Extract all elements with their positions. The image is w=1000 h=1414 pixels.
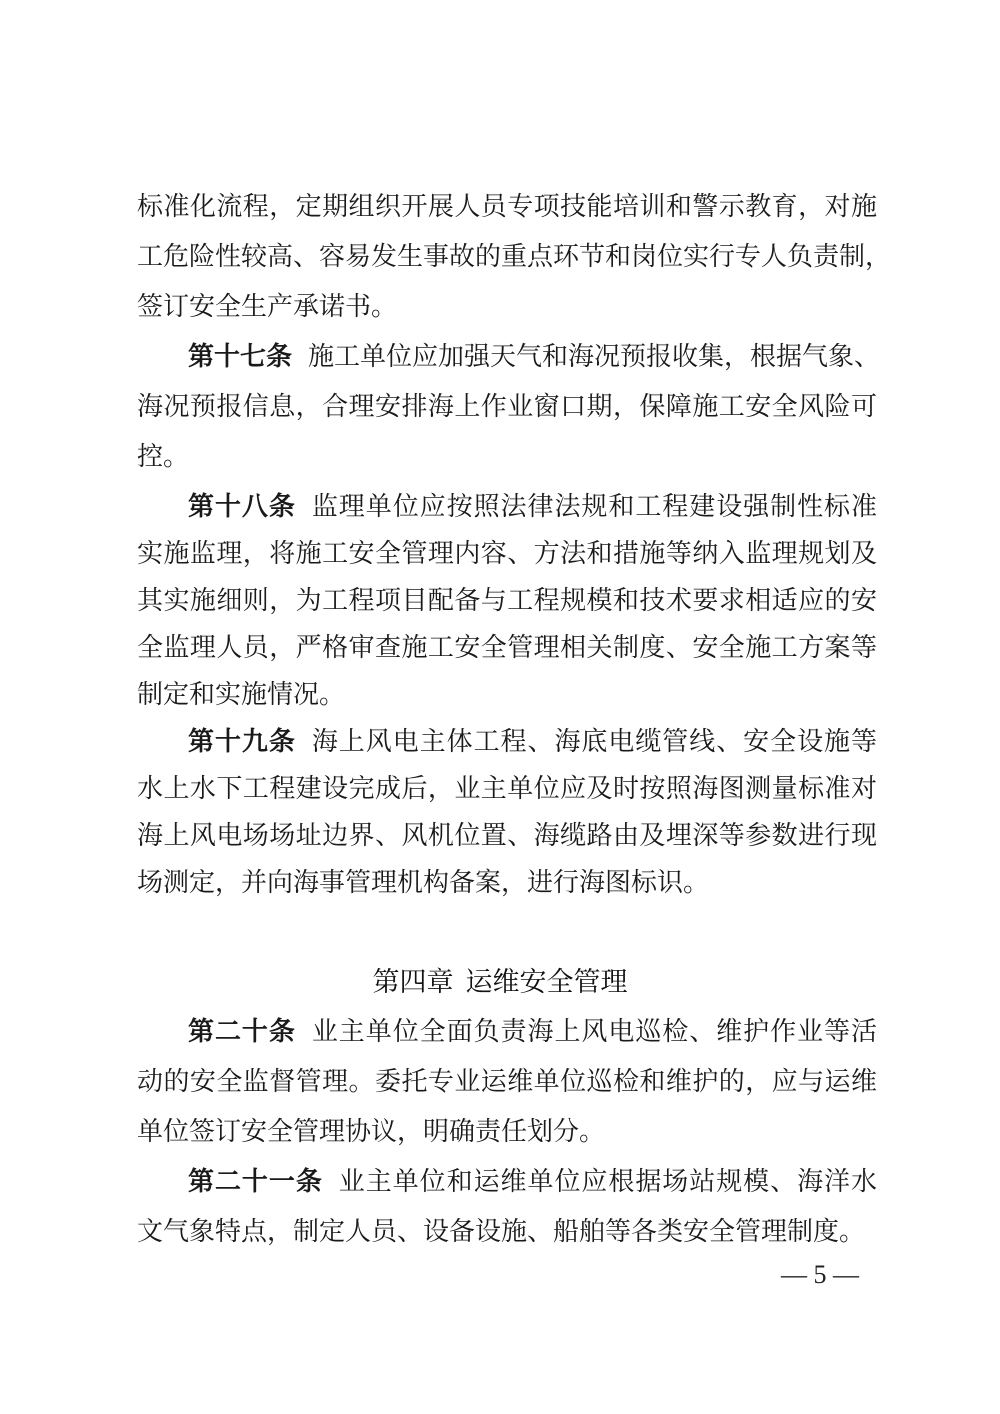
paragraph-line: 签订安全生产承诺书。 [137, 292, 398, 322]
article-18-first-line [188, 490, 877, 524]
paragraph-line: 全监理人员，严格审查施工安全管理相关制度、安全施工方案等 [137, 633, 877, 663]
article-18-text: 监理单位应按照法律法规和工程建设强制性标准 [311, 492, 877, 522]
paragraph-line: 场测定，并向海事管理机构备案，进行海图标识。 [137, 868, 710, 898]
article-20-first-line [188, 1015, 877, 1049]
page-number: — 5 — [781, 1260, 859, 1289]
article-21-first-line [188, 1165, 877, 1199]
article-21-label: 第二十一条 [188, 1167, 323, 1197]
article-17-label: 第十七条 [188, 342, 293, 372]
article-19-first-line [188, 725, 877, 759]
chapter-title: 运维安全管理 [465, 967, 628, 998]
article-20-label: 第二十条 [188, 1017, 296, 1047]
paragraph-line: 制定和实施情况。 [137, 680, 346, 710]
article-21-text: 业主单位和运维单位应根据场站规模、海洋水 [338, 1167, 877, 1197]
paragraph-line: 海况预报信息，合理安排海上作业窗口期，保障施工安全风险可 [137, 392, 877, 422]
paragraph-line: 标准化流程，定期组织开展人员专项技能培训和警示教育，对施 [137, 192, 877, 222]
paragraph-line: 工危险性较高、容易发生事故的重点环节和岗位实行专人负责制， [137, 242, 892, 272]
paragraph-line: 海上风电场场址边界、风机位置、海缆路由及埋深等参数进行现 [137, 821, 877, 851]
paragraph-line: 单位签订安全管理协议，明确责任划分。 [137, 1117, 606, 1147]
chapter-number: 第四章 [372, 967, 454, 998]
paragraph-line: 其实施细则，为工程项目配备与工程规模和技术要求相适应的安 [137, 586, 877, 616]
article-19-label: 第十九条 [188, 727, 296, 757]
paragraph-line: 水上水下工程建设完成后，业主单位应及时按照海图测量标准对 [137, 774, 877, 804]
paragraph-line: 控。 [137, 442, 190, 472]
article-17-text: 施工单位应加强天气和海况预报收集，根据气象、 [308, 342, 881, 372]
chapter-heading [0, 965, 1000, 1001]
article-18-label: 第十八条 [188, 492, 296, 522]
paragraph-line: 文气象特点，制定人员、设备设施、船舶等各类安全管理制度。 [137, 1217, 866, 1247]
article-17-first-line [188, 340, 881, 374]
paragraph-line: 实施监理，将施工安全管理内容、方法和措施等纳入监理规划及 [137, 539, 877, 569]
paragraph-line: 动的安全监督管理。委托专业运维单位巡检和维护的，应与运维 [137, 1067, 877, 1097]
article-19-text: 海上风电主体工程、海底电缆管线、安全设施等 [311, 727, 877, 757]
article-20-text: 业主单位全面负责海上风电巡检、维护作业等活 [311, 1017, 877, 1047]
